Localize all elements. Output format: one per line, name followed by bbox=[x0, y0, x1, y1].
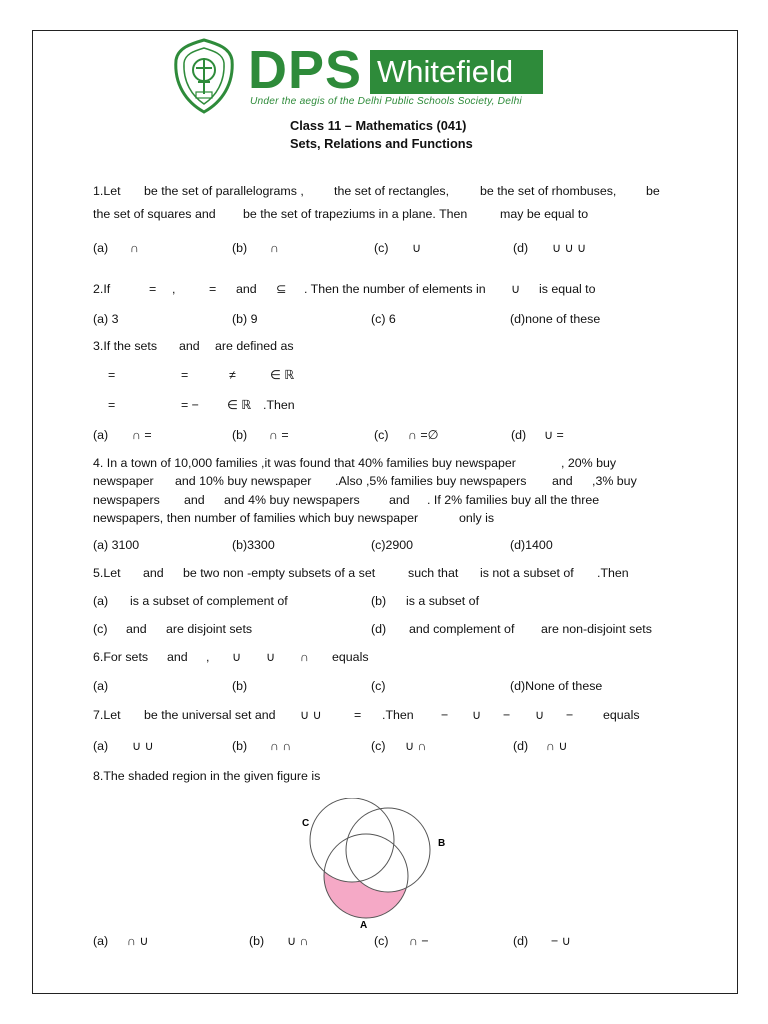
q2-text: 2.If bbox=[93, 282, 111, 296]
q7-text: − bbox=[503, 708, 511, 722]
q4-text: newspapers bbox=[93, 493, 160, 507]
q1-option-symbol: ∩ bbox=[130, 241, 139, 255]
q5-option-text: is a subset of bbox=[406, 594, 480, 608]
q2-text: ∪ bbox=[511, 282, 521, 296]
q1-option-label: (a) bbox=[93, 241, 109, 255]
q7-option-label: (b) bbox=[232, 739, 248, 753]
q3-set-definition: = bbox=[181, 368, 189, 382]
q7-text: be the universal set and bbox=[144, 708, 276, 722]
venn-label-b: B bbox=[438, 838, 446, 849]
q2-option: (a) 3 bbox=[93, 312, 119, 326]
q4-text: . If 2% families buy all the three bbox=[427, 493, 600, 507]
q7-option-label: (c) bbox=[371, 739, 386, 753]
q7-text: ∪ ∪ bbox=[300, 708, 322, 722]
tagline: Under the aegis of the Delhi Public Schools Society, Delhi bbox=[250, 96, 522, 107]
q5-option-label: (d) bbox=[371, 622, 387, 636]
q7-option-symbol: ∪ ∩ bbox=[405, 739, 427, 753]
q7-option-symbol: ∩ ∩ bbox=[270, 739, 292, 753]
q7-option-symbol: ∪ ∪ bbox=[132, 739, 154, 753]
q8-option-label: (d) bbox=[513, 934, 529, 948]
q7-option-label: (a) bbox=[93, 739, 109, 753]
q1-option-symbol: ∩ bbox=[270, 241, 279, 255]
q6-text: ∪ bbox=[232, 650, 242, 664]
q2-text: ⊆ bbox=[276, 282, 287, 296]
q4-text: only is bbox=[459, 511, 495, 525]
venn-diagram bbox=[298, 798, 458, 930]
class-title: Class 11 – Mathematics (041) bbox=[290, 118, 467, 133]
q4-text: , 20% buy bbox=[561, 456, 617, 470]
q1-option-symbol: ∪ ∪ ∪ bbox=[552, 241, 587, 255]
q4-option: (b)3300 bbox=[232, 538, 275, 552]
q4-text: ,3% buy bbox=[592, 474, 637, 488]
q4-text: newspaper bbox=[93, 474, 154, 488]
q7-text: ∪ bbox=[472, 708, 482, 722]
q3-option-symbol: ∩ = bbox=[269, 428, 289, 442]
topic-title: Sets, Relations and Functions bbox=[290, 136, 473, 151]
q4-text: and bbox=[184, 493, 205, 507]
q4-option: (c)2900 bbox=[371, 538, 414, 552]
q4-text: and 4% buy newspapers bbox=[224, 493, 360, 507]
q4-option: (a) 3100 bbox=[93, 538, 140, 552]
q8-option-symbol: ∪ ∩ bbox=[287, 934, 309, 948]
q3-option-label: (d) bbox=[511, 428, 527, 442]
q3-option-symbol: ∪ = bbox=[544, 428, 564, 442]
q8-option-symbol: ∩ − bbox=[409, 934, 429, 948]
q7-text: .Then bbox=[382, 708, 414, 722]
q6-option: (b) bbox=[232, 679, 248, 693]
q8-option-label: (a) bbox=[93, 934, 109, 948]
q3-text: and bbox=[179, 339, 200, 353]
q3-set-definition: = bbox=[108, 398, 116, 412]
q3-option-symbol: ∩ =∅ bbox=[408, 428, 439, 442]
q1-text: may be equal to bbox=[500, 207, 589, 221]
q3-set-definition: .Then bbox=[263, 398, 295, 412]
q6-text: , bbox=[206, 650, 210, 664]
q8-text: 8.The shaded region in the given figure is bbox=[93, 769, 321, 783]
school-crest-icon bbox=[172, 38, 236, 114]
q6-text: equals bbox=[332, 650, 369, 664]
q4-text: and bbox=[389, 493, 410, 507]
q1-text: be the set of trapeziums in a plane. Then bbox=[243, 207, 468, 221]
q2-text: is equal to bbox=[539, 282, 596, 296]
q2-text: . Then the number of elements in bbox=[304, 282, 486, 296]
q4-option: (d)1400 bbox=[510, 538, 553, 552]
q5-text: such that bbox=[408, 566, 459, 580]
q5-text: 5.Let bbox=[93, 566, 121, 580]
q3-set-definition: ≠ bbox=[229, 368, 236, 382]
q6-text: ∩ bbox=[300, 650, 309, 664]
q1-text: the set of squares and bbox=[93, 207, 216, 221]
q7-text: ∪ bbox=[535, 708, 545, 722]
q3-set-definition: ∈ ℝ bbox=[227, 398, 252, 412]
q3-option-label: (c) bbox=[374, 428, 389, 442]
q2-option: (c) 6 bbox=[371, 312, 396, 326]
q6-option: (d)None of these bbox=[510, 679, 603, 693]
q5-option-text: and complement of bbox=[409, 622, 515, 636]
q3-text: are defined as bbox=[215, 339, 294, 353]
q1-text: be the set of parallelograms , bbox=[144, 184, 304, 198]
q5-option-label: (c) bbox=[93, 622, 108, 636]
q4-text: 4. In a town of 10,000 families ,it was found that 40% families buy newspaper bbox=[93, 456, 516, 470]
q1-option-label: (c) bbox=[374, 241, 389, 255]
q3-text: 3.If the sets bbox=[93, 339, 158, 353]
q7-text: − bbox=[566, 708, 574, 722]
q5-option-label: (a) bbox=[93, 594, 109, 608]
q6-text: ∪ bbox=[266, 650, 276, 664]
q2-text: and bbox=[236, 282, 257, 296]
q7-text: − bbox=[441, 708, 449, 722]
q7-text: 7.Let bbox=[93, 708, 121, 722]
q4-text: and bbox=[552, 474, 573, 488]
q5-text: .Then bbox=[597, 566, 629, 580]
q2-text: = bbox=[149, 282, 157, 296]
q7-text: equals bbox=[603, 708, 640, 722]
q6-text: 6.For sets bbox=[93, 650, 149, 664]
q5-text: and bbox=[143, 566, 164, 580]
q5-text: be two non -empty subsets of a set bbox=[183, 566, 376, 580]
venn-label-c: C bbox=[302, 818, 310, 829]
q7-option-symbol: ∩ ∪ bbox=[546, 739, 568, 753]
q1-text: 1.Let bbox=[93, 184, 121, 198]
q4-text: and 10% buy newspaper bbox=[175, 474, 312, 488]
q2-text: = bbox=[209, 282, 217, 296]
q6-option: (c) bbox=[371, 679, 386, 693]
q1-text: the set of rectangles, bbox=[334, 184, 450, 198]
q3-set-definition: = − bbox=[181, 398, 199, 412]
q6-option: (a) bbox=[93, 679, 109, 693]
q4-text: newspapers, then number of families which buy newspaper bbox=[93, 511, 419, 525]
q1-text: be the set of rhombuses, bbox=[480, 184, 617, 198]
q3-option-label: (a) bbox=[93, 428, 109, 442]
q3-set-definition: ∈ ℝ bbox=[270, 368, 295, 382]
q8-option-symbol: ∩ ∪ bbox=[127, 934, 149, 948]
q5-option-text: are disjoint sets bbox=[166, 622, 253, 636]
logo-dps: DPS bbox=[248, 40, 363, 100]
q3-option-symbol: ∩ = bbox=[132, 428, 152, 442]
q2-option: (b) 9 bbox=[232, 312, 258, 326]
q3-option-label: (b) bbox=[232, 428, 248, 442]
q1-text: be bbox=[646, 184, 660, 198]
q5-text: is not a subset of bbox=[480, 566, 574, 580]
q1-option-label: (d) bbox=[513, 241, 529, 255]
q5-option-label: (b) bbox=[371, 594, 387, 608]
q5-option-text: is a subset of complement of bbox=[130, 594, 288, 608]
q8-option-label: (c) bbox=[374, 934, 389, 948]
q5-option-text: and bbox=[126, 622, 147, 636]
q3-set-definition: = bbox=[108, 368, 116, 382]
q1-option-symbol: ∪ bbox=[412, 241, 422, 255]
logo-whitefield: Whitefield bbox=[377, 54, 514, 89]
q8-option-label: (b) bbox=[249, 934, 265, 948]
q2-option: (d)none of these bbox=[510, 312, 601, 326]
q4-text: .Also ,5% families buy newspapers bbox=[335, 474, 527, 488]
q8-option-symbol: − ∪ bbox=[551, 934, 571, 948]
venn-label-a: A bbox=[360, 920, 368, 930]
q7-option-label: (d) bbox=[513, 739, 529, 753]
q7-text: = bbox=[354, 708, 362, 722]
q1-option-label: (b) bbox=[232, 241, 248, 255]
q6-text: and bbox=[167, 650, 188, 664]
q2-text: , bbox=[172, 282, 176, 296]
q5-option-text: are non-disjoint sets bbox=[541, 622, 652, 636]
